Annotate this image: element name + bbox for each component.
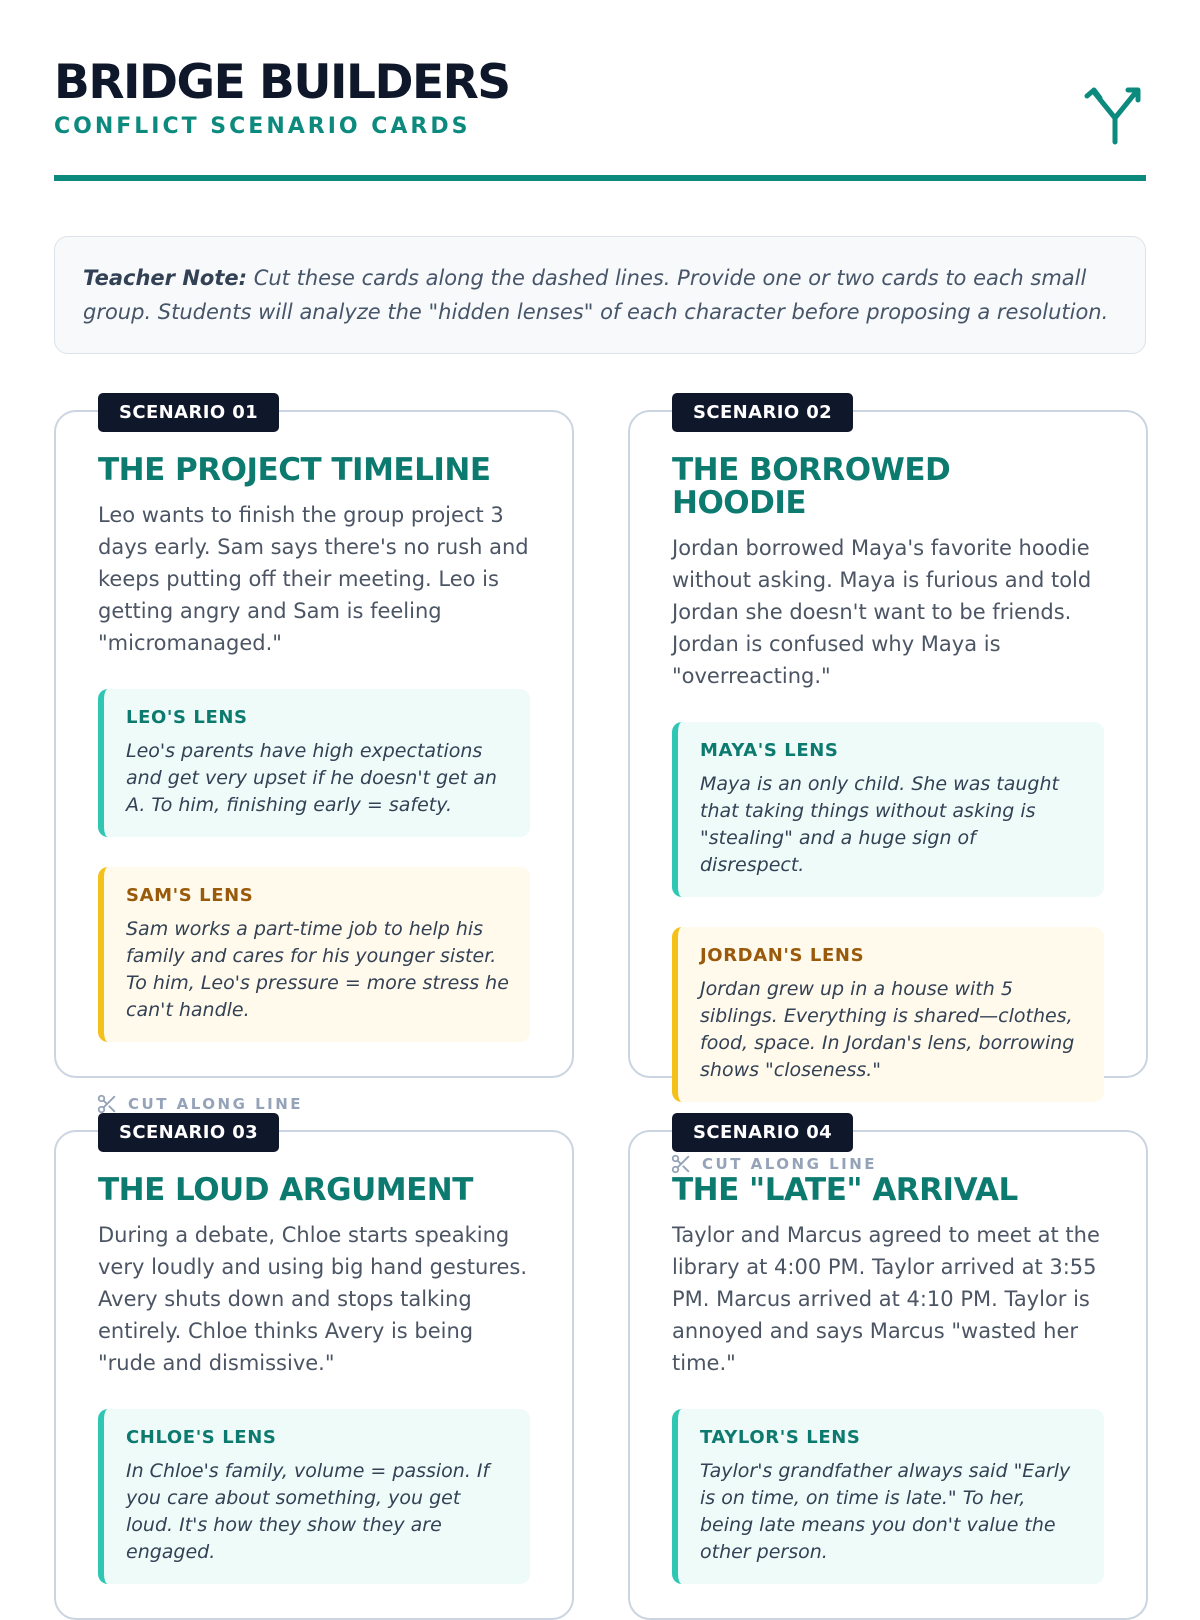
scenario-card-01 xyxy=(54,402,574,1078)
lens-title: SAM'S LENS xyxy=(126,885,254,906)
scenario-description: Leo wants to finish the group project 3 days early. Sam says there's no rush and keeps putting off their meeting. Leo is getting angry and Sam is feeling "micromanaged." xyxy=(98,503,529,655)
lens-title: CHLOE'S LENS xyxy=(126,1427,277,1448)
lens-text: Sam works a part-time job to help his family and cares for his younger sister. To him, Leo's pressure = more stress he can't handle. xyxy=(126,918,509,1021)
scenario-card-03 xyxy=(54,1122,574,1620)
scenario-card-04 xyxy=(628,1122,1148,1620)
scenario-card-02 xyxy=(628,402,1148,1081)
page-header xyxy=(54,0,1146,181)
lens-text: Taylor's grandfather always said "Early is on time, on time is late." To her, being late means you don't value the other person. xyxy=(700,1460,1071,1563)
lens-title: TAYLOR'S LENS xyxy=(700,1427,861,1448)
scenario-title: THE LOUD ARGUMENT xyxy=(98,1172,473,1208)
lens-box xyxy=(98,867,530,1042)
scenario-title: THE PROJECT TIMELINE xyxy=(98,452,491,488)
scenario-badge: SCENARIO 02 xyxy=(672,393,853,432)
scenario-description: Taylor and Marcus agreed to meet at the library at 4:00 PM. Taylor arrived at 3:55 PM. Marcus arrived at 4:10 PM. Taylor is annoyed and says Marcus "wasted her time." xyxy=(672,1223,1100,1375)
lens-text: Jordan grew up in a house with 5 siblings. Everything is shared—clothes, food, space. In Jordan's lens, borrowing shows "closeness." xyxy=(700,978,1075,1081)
cut-line-marker xyxy=(96,1093,303,1115)
scenario-badge: SCENARIO 04 xyxy=(672,1113,853,1152)
scenario-badge: SCENARIO 01 xyxy=(98,393,279,432)
cut-line-marker xyxy=(670,1153,877,1175)
lens-box xyxy=(672,927,1104,1102)
lens-title: LEO'S LENS xyxy=(126,707,248,728)
scenario-description: During a debate, Chloe starts speaking very loudly and using big hand gestures. Avery shuts down and stops talking entirely. Chloe thinks Avery is being "rude and dismissive." xyxy=(98,1223,528,1375)
cut-line-label: CUT ALONG LINE xyxy=(128,1095,304,1113)
branch-arrows-icon xyxy=(1084,84,1146,146)
lens-box xyxy=(672,1409,1104,1584)
lens-title: JORDAN'S LENS xyxy=(700,945,865,966)
lens-text: Leo's parents have high expectations and get very upset if he doesn't get an A. To him, finishing early = safety. xyxy=(126,740,497,816)
page-subtitle: CONFLICT SCENARIO CARDS xyxy=(54,114,471,139)
lens-text: Maya is an only child. She was taught that taking things without asking is "stealing" and a huge sign of disrespect. xyxy=(700,773,1059,876)
lens-title: MAYA'S LENS xyxy=(700,740,839,761)
teacher-note-label: Teacher Note: xyxy=(83,266,248,290)
scenario-title: THE BORROWED HOODIE xyxy=(672,452,951,521)
scissors-icon xyxy=(670,1153,692,1175)
lens-box xyxy=(672,722,1104,897)
lens-box xyxy=(98,689,530,837)
scenario-title: THE "LATE" ARRIVAL xyxy=(672,1172,1018,1208)
cut-line-label: CUT ALONG LINE xyxy=(702,1155,878,1173)
page-title: BRIDGE BUILDERS xyxy=(54,55,510,110)
scissors-icon xyxy=(96,1093,118,1115)
teacher-note-text: Cut these cards along the dashed lines. Provide one or two cards to each small group. Students will analyze the "hidden lenses" of each character before proposing a resolution. xyxy=(83,266,1109,324)
lens-box xyxy=(98,1409,530,1584)
lens-text: In Chloe's family, volume = passion. If you care about something, you get loud. It's how they show they are engaged. xyxy=(126,1460,490,1563)
scenario-description: Jordan borrowed Maya's favorite hoodie without asking. Maya is furious and told Jordan she doesn't want to be friends. Jordan is confused why Maya is "overreacting." xyxy=(672,536,1092,688)
scenario-badge: SCENARIO 03 xyxy=(98,1113,279,1152)
teacher-note xyxy=(54,236,1146,354)
